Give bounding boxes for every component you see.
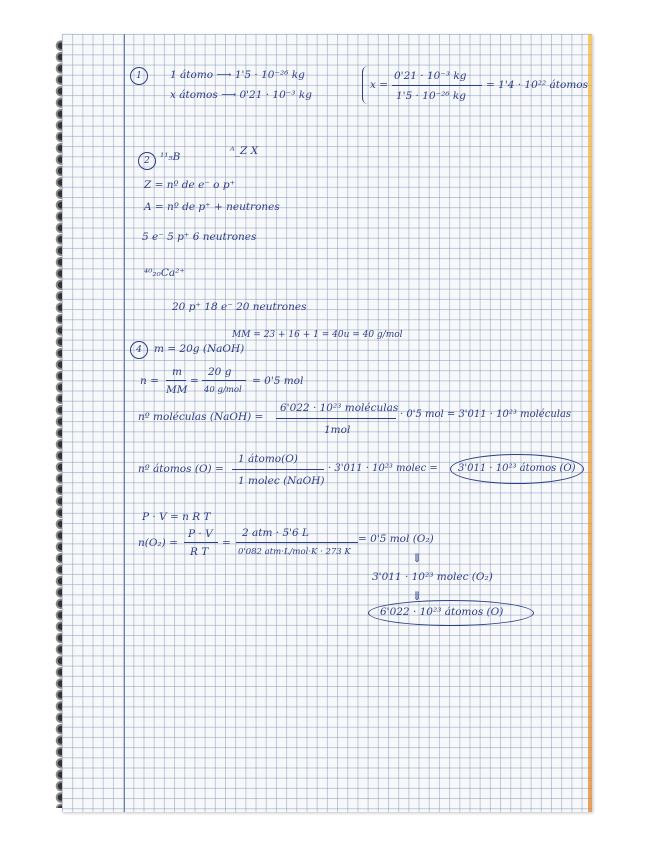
p4-n-frac2-den: 40 g/mol xyxy=(204,385,242,395)
p1-x-eq: x = xyxy=(370,79,389,91)
p4-molar-mass: MM = 23 + 16 + 1 = 40u = 40 g/mol xyxy=(232,330,403,340)
p4-n-result: = 0'5 mol xyxy=(252,375,304,387)
p4-given-mass: m = 20g (NaOH) xyxy=(154,343,245,355)
p4-n-frac1-den: MM xyxy=(166,384,188,396)
p4-atoms-den: 1 molec (NaOH) xyxy=(238,475,325,487)
p4-nO2-frac-bar xyxy=(184,542,218,543)
p4-atoms-result: 3'011 · 10²³ átomos (O) xyxy=(458,463,576,474)
p4-molec-den: 1mol xyxy=(324,424,351,436)
p4-arrow-2: ⇓ xyxy=(412,589,423,603)
p4-n-frac2-num: 20 g xyxy=(208,366,232,378)
p4-arrow-1: ⇓ xyxy=(412,551,423,565)
p1-result: = 1'4 · 10²² átomos xyxy=(486,79,588,91)
p4-n-frac1-bar xyxy=(166,380,186,381)
p4-atoms-mult: · 3'011 · 10²³ molec = xyxy=(328,463,438,474)
p2-a-def: A = nº de p⁺ + neutrones xyxy=(144,201,280,213)
p4-nO2-eq: = xyxy=(222,537,231,549)
p1-line1: 1 átomo ⟶ 1'5 · 10⁻²⁶ kg xyxy=(170,69,305,81)
p4-nO2-lhs: n(O₂) = xyxy=(138,537,178,549)
p4-molec-lhs: nº moléculas (NaOH) = xyxy=(138,411,264,423)
p4-ideal-gas: P · V = n R T xyxy=(142,511,211,523)
p2-calcium-counts: 20 p⁺ 18 e⁻ 20 neutrones xyxy=(172,301,307,313)
p4-nO2-num: 2 atm · 5'6 L xyxy=(242,527,310,539)
p4-atoms-lhs: nº átomos (O) = xyxy=(138,463,224,475)
graph-paper-sheet xyxy=(62,34,592,812)
p4-n-lhs: n = xyxy=(140,375,159,387)
p4-final-result: 6'022 · 10²³ átomos (O) xyxy=(380,606,504,618)
p4-nO2-frac-num: P · V xyxy=(188,528,213,540)
p4-atoms-bar xyxy=(232,469,324,470)
p1-fraction-bar xyxy=(392,85,482,86)
p4-atoms-num: 1 átomo(O) xyxy=(238,453,298,465)
p2-boron-counts: 5 e⁻ 5 p⁺ 6 neutrones xyxy=(142,231,257,243)
problem-1-number: 1 xyxy=(130,67,148,85)
p4-molec-num: 6'022 · 10²³ moléculas xyxy=(280,402,399,414)
p4-o2-molecules: 3'011 · 10²³ molec (O₂) xyxy=(372,571,493,583)
p4-nO2-frac-den: R T xyxy=(190,546,209,558)
p2-z-def: Z = nº de e⁻ o p⁺ xyxy=(144,179,236,191)
p4-nO2-result: = 0'5 mol (O₂) xyxy=(358,533,434,545)
p4-n-eq: = xyxy=(190,375,199,387)
p4-molec-result: · 0'5 mol = 3'011 · 10²³ moléculas xyxy=(400,409,572,420)
p4-n-frac2-bar xyxy=(202,380,246,381)
p2-boron: ¹¹₅B xyxy=(160,151,181,163)
p2-calcium: ⁴⁰₂₀Ca²⁺ xyxy=(144,267,185,279)
p1-line2: x átomos ⟶ 0'21 · 10⁻³ kg xyxy=(170,89,312,101)
p4-nO2-bar xyxy=(236,542,358,543)
p1-denominator: 1'5 · 10⁻²⁶ kg xyxy=(396,90,467,102)
problem-2-number: 2 xyxy=(138,152,156,170)
p1-numerator: 0'21 · 10⁻³ kg xyxy=(394,70,467,82)
p4-molec-bar xyxy=(276,418,396,419)
p4-n-frac1-num: m xyxy=(172,366,182,378)
p4-nO2-den: 0'082 atm·L/mol·K · 273 K xyxy=(238,547,351,557)
p2-generic: ᴬ_Z X xyxy=(230,145,259,157)
problem-4-number: 4 xyxy=(130,341,148,359)
